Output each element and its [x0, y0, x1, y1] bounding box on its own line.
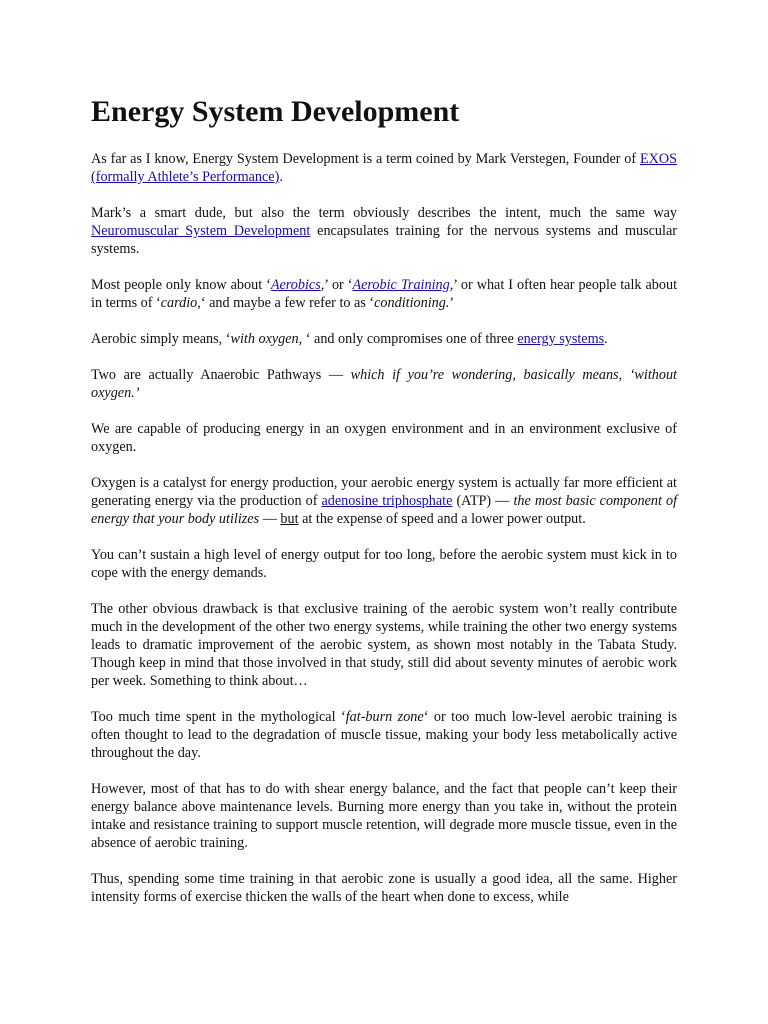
with-oxygen-term: with oxygen, [230, 331, 303, 347]
paragraph-text: Most people only know about ‘ [91, 277, 271, 293]
paragraph-text: Aerobic simply means, ‘ [91, 331, 231, 347]
conditioning-term: conditioning. [374, 295, 450, 311]
atp-definition: the most basic component of energy that your body utilizes [91, 493, 678, 527]
neuromuscular-link[interactable]: Neuromuscular System Development [91, 223, 311, 239]
document-page [91, 0, 677, 906]
paragraph-text: at the expense of speed and a lower power output. [298, 511, 586, 527]
paragraph-10 [91, 708, 677, 762]
but-underlined: but [280, 511, 299, 527]
paragraph-text: ‘ and only compromises one of three [302, 331, 518, 347]
paragraph-text: As far as I know, Energy System Development is a term coined by Mark Verstegen, Founder of [91, 151, 640, 167]
paragraph-12: Thus, spending some time training in that aerobic zone is usually a good idea, all the same. Higher intensity forms of exercise thicken the walls of the heart when done to excess, while [91, 871, 677, 905]
paragraph-5 [91, 366, 677, 402]
anaerobic-definition: which if you’re wondering, basically means, ‘without oxygen.’ [91, 367, 677, 401]
paragraph-text: Two are actually Anaerobic Pathways — [91, 367, 351, 383]
paragraph-text: Mark’s a smart dude, but also the term obviously describes the intent, much the same way [91, 205, 677, 221]
paragraph-9: The other obvious drawback is that exclusive training of the aerobic system won’t really contribute much in the development of the other two energy systems, while training the other two energy systems leads to dramatic improvement of the aerobic system, as shown most notably in the Tabata Study. Though keep in mind that those involved in that study, still did about seventy minutes of aerobic work per week. Something to think about… [91, 601, 677, 689]
paragraph-1 [91, 150, 677, 186]
aerobics-link-text: Aerobics [270, 277, 321, 293]
paragraph-text: (ATP) — [452, 493, 514, 509]
fat-burn-term: fat-burn zone [345, 709, 424, 725]
aerobic-training-link[interactable] [352, 277, 449, 293]
aerobics-link[interactable] [271, 277, 321, 293]
paragraph-text: ,’ or what I often hear people talk about in terms of ‘ [91, 277, 678, 311]
paragraph-text: ‘ and maybe a few refer to as ‘ [200, 295, 375, 311]
energy-systems-link[interactable]: energy systems [517, 331, 605, 347]
atp-link[interactable]: adenosine triphosphate [321, 493, 453, 509]
paragraph-7 [91, 474, 677, 528]
paragraph-11: However, most of that has to do with shear energy balance, and the fact that people can’t keep their energy balance above maintenance levels. Burning more energy than you take in, without the protein intake and resistance training to support muscle retention, will degrade more muscle tissue, even in the absence of aerobic training. [91, 781, 677, 851]
paragraph-text: Oxygen is a catalyst for energy production, your aerobic energy system is actually far more efficient at generating energy via the production of [91, 475, 677, 509]
paragraph-text: — [259, 511, 281, 527]
paragraph-8: You can’t sustain a high level of energy output for too long, before the aerobic system must kick in to cope with the energy demands. [91, 547, 677, 581]
paragraph-text: . [279, 169, 283, 185]
paragraph-text: encapsulates training for the nervous systems and muscular systems. [91, 223, 677, 257]
paragraph-text: . [604, 331, 608, 347]
exos-link[interactable]: EXOS (formally Athlete’s Performance) [91, 151, 677, 185]
paragraph-text: ‘ or too much low-level aerobic training is often thought to lead to the degradation of muscle tissue, making your body less metabolically active throughout the day. [91, 709, 677, 761]
paragraph-text: ,’ or ‘ [320, 277, 353, 293]
paragraph-2 [91, 204, 677, 258]
paragraph-text: ’ [449, 295, 455, 311]
paragraph-text: Too much time spent in the mythological ‘ [91, 709, 346, 725]
paragraph-4 [91, 330, 677, 348]
paragraph-6: We are capable of producing energy in an oxygen environment and in an environment exclusive of oxygen. [91, 421, 677, 455]
aerobic-training-link-text: Aerobic Training [352, 277, 450, 293]
paragraph-3 [91, 276, 677, 312]
page-title: Energy System Development [91, 95, 460, 128]
cardio-term: cardio, [160, 295, 201, 311]
